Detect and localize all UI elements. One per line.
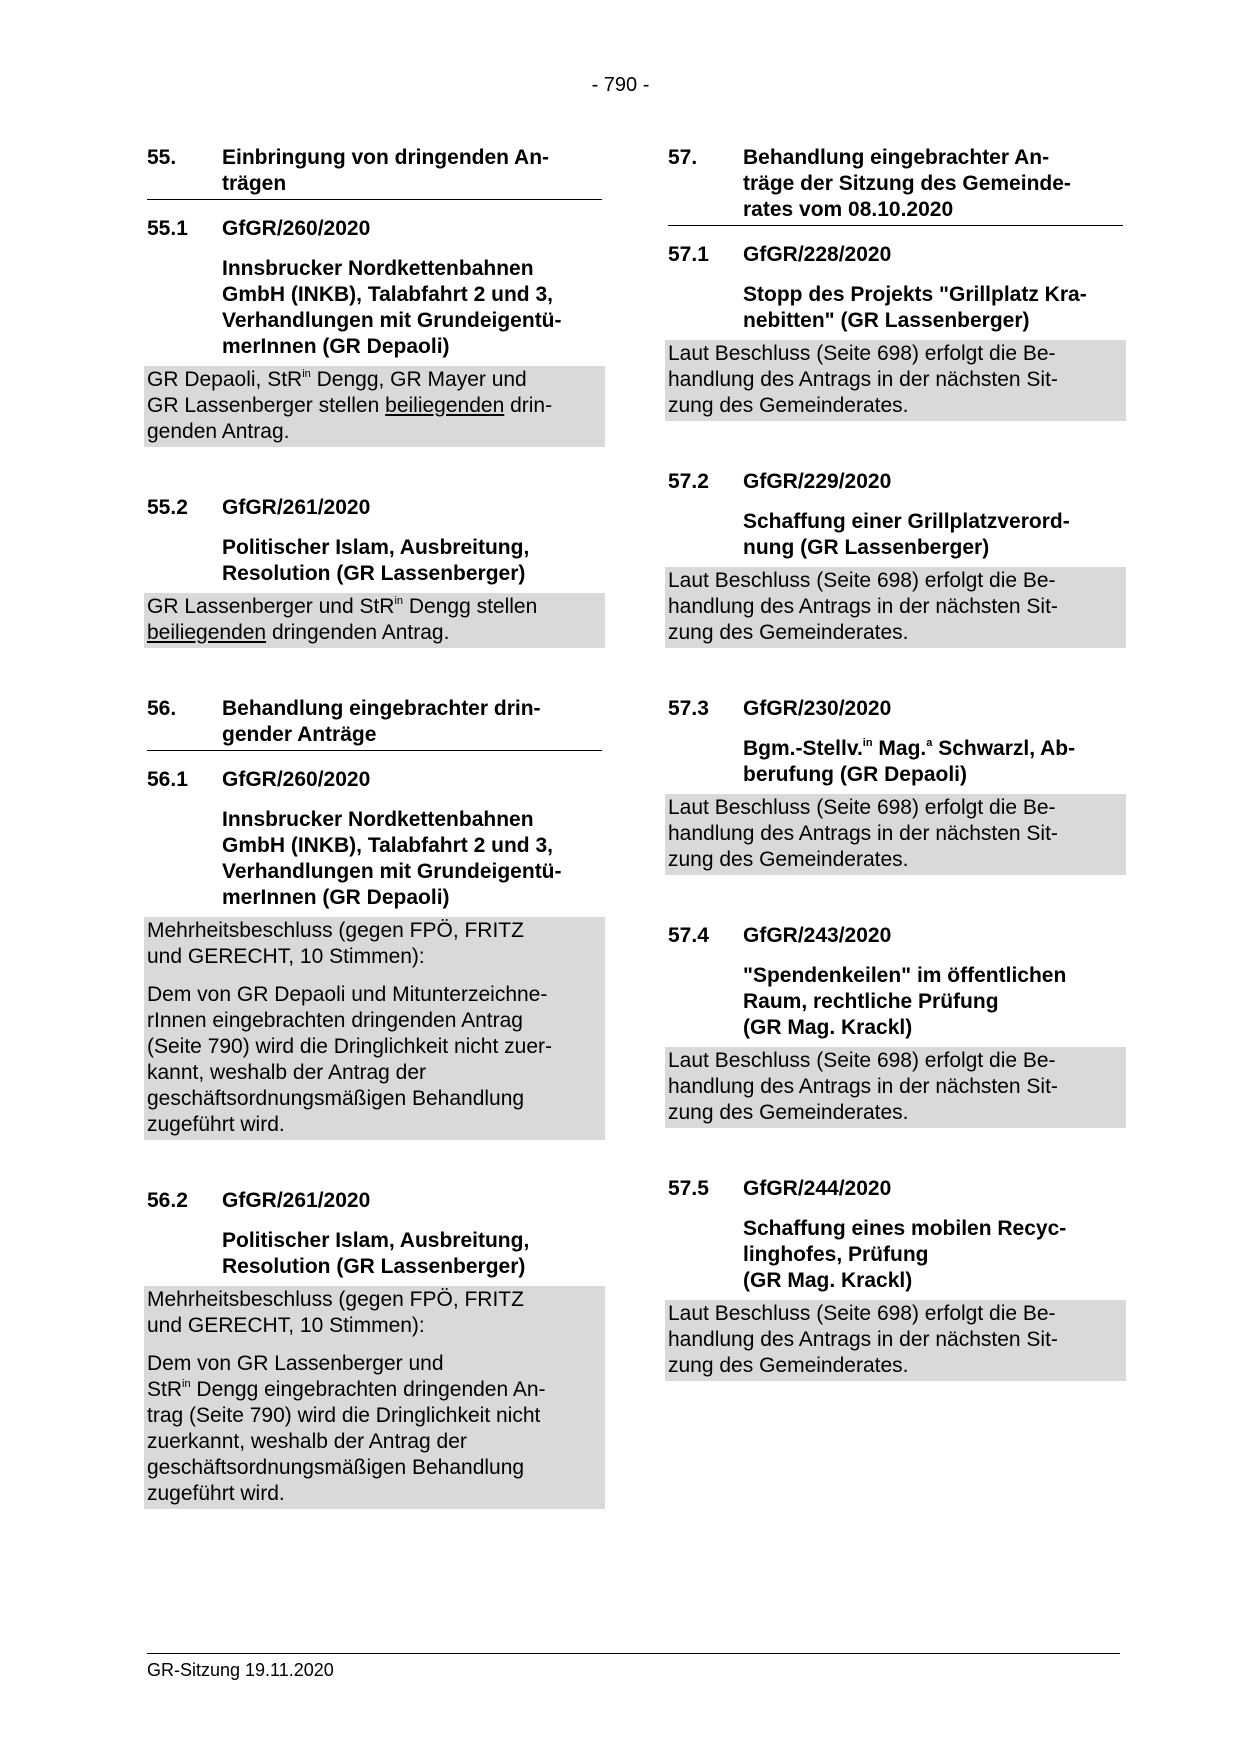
section-title: Einbringung von dringenden An- trägen	[222, 146, 550, 195]
item-title: Politischer Islam, Ausbreitung, Resolution (GR Lassenberger)	[222, 1229, 530, 1278]
item-heading	[668, 242, 1123, 268]
item-heading	[147, 495, 602, 521]
section-number: 56.	[147, 697, 177, 720]
decision-box: Laut Beschluss (Seite 698) erfolgt die Be- handlung des Antrags in der nächsten Sit- zung des Gemeinderates.	[665, 1300, 1126, 1381]
decision-box: GR Lassenberger und StR$^{in}$ Dengg stellen beiliegenden dringenden Antrag.	[144, 593, 605, 648]
item-number: 56.2	[147, 1189, 188, 1212]
item-55-1	[147, 216, 602, 447]
decision-box: Laut Beschluss (Seite 698) erfolgt die Be- handlung des Antrags in der nächsten Sit- zung des Gemeinderates.	[665, 340, 1126, 421]
item-heading	[668, 469, 1123, 495]
decision-box: Laut Beschluss (Seite 698) erfolgt die Be- handlung des Antrags in der nächsten Sit- zung des Gemeinderates.	[665, 794, 1126, 875]
item-title: Politischer Islam, Ausbreitung, Resolution (GR Lassenberger)	[222, 536, 530, 585]
item-number: 57.3	[668, 697, 709, 720]
item-title: Schaffung eines mobilen Recyc- linghofes, Prüfung (GR Mag. Krackl)	[743, 1217, 1067, 1292]
item-title: Innsbrucker Nordkettenbahnen GmbH (INKB), Talabfahrt 2 und 3, Verhandlungen mit Grundeigentü- merInnen (GR Depaoli)	[222, 808, 562, 909]
item-number: 55.1	[147, 217, 188, 240]
item-number: 57.4	[668, 924, 709, 947]
item-heading	[147, 1188, 602, 1214]
decision-text: Dem von GR Lassenberger und StR$^{in}$ Dengg eingebrachten dringenden An- trag (Seite 790) wird die Dringlichkeit nicht zuerkannt, weshalb der Antrag der geschäftsordnungsmäßigen Behandlung zugeführt wird.	[147, 1352, 546, 1505]
footer-text: GR-Sitzung 19.11.2020	[147, 1660, 334, 1680]
item-56-1	[147, 767, 602, 1140]
item-code: GfGR/261/2020	[222, 1189, 371, 1212]
item-heading	[668, 1176, 1123, 1202]
item-heading	[147, 216, 602, 242]
decision-box: Laut Beschluss (Seite 698) erfolgt die Be- handlung des Antrags in der nächsten Sit- zung des Gemeinderates.	[665, 567, 1126, 648]
item-number: 57.5	[668, 1177, 709, 1200]
section-56-heading	[147, 696, 602, 751]
item-code: GfGR/261/2020	[222, 496, 371, 519]
section-55-heading	[147, 145, 602, 200]
item-number: 55.2	[147, 496, 188, 519]
left-column	[147, 145, 602, 1509]
item-code: GfGR/228/2020	[743, 243, 892, 266]
item-code: GfGR/260/2020	[222, 217, 371, 240]
item-code: GfGR/243/2020	[743, 924, 892, 947]
item-code: GfGR/244/2020	[743, 1177, 892, 1200]
footer-divider	[147, 1653, 1120, 1654]
item-title: Bgm.-Stellv.$^{in}$ Mag.$^a$ Schwarzl, Ab- berufung (GR Depaoli)	[743, 737, 1076, 786]
decision-text: Dem von GR Depaoli und Mitunterzeichne- rInnen eingebrachten dringenden Antrag (Seite 790) wird die Dringlichkeit nicht zuer- kannt, weshalb der Antrag der geschäftsordnungsmäßigen Behandlung zugeführt wird.	[147, 983, 552, 1136]
section-57-heading	[668, 145, 1123, 226]
section-number: 57.	[668, 146, 698, 169]
item-number: 56.1	[147, 768, 188, 791]
item-57-3	[668, 696, 1123, 875]
decision-box: Laut Beschluss (Seite 698) erfolgt die Be- handlung des Antrags in der nächsten Sit- zung des Gemeinderates.	[665, 1047, 1126, 1128]
item-heading	[668, 923, 1123, 949]
item-heading	[147, 767, 602, 793]
section-title: Behandlung eingebrachter An- träge der Sitzung des Gemeinde- rates vom 08.10.2020	[743, 146, 1071, 221]
item-57-1	[668, 242, 1123, 421]
item-code: GfGR/229/2020	[743, 470, 892, 493]
item-title: Stopp des Projekts "Grillplatz Kra- nebitten" (GR Lassenberger)	[743, 283, 1087, 332]
decision-box	[144, 917, 605, 1140]
attachment-link-text: beiliegenden	[385, 394, 505, 417]
item-57-2	[668, 469, 1123, 648]
item-heading	[668, 696, 1123, 722]
vote-result: Mehrheitsbeschluss (gegen FPÖ, FRITZ und GERECHT, 10 Stimmen):	[147, 1288, 524, 1337]
right-column	[668, 145, 1123, 1381]
item-55-2	[147, 495, 602, 648]
section-title: Behandlung eingebrachter drin- gender Anträge	[222, 697, 541, 746]
attachment-link-text: beiliegenden	[147, 621, 267, 644]
item-number: 57.1	[668, 243, 709, 266]
item-57-4	[668, 923, 1123, 1128]
item-57-5	[668, 1176, 1123, 1381]
item-title: "Spendenkeilen" im öffentlichen Raum, rechtliche Prüfung (GR Mag. Krackl)	[743, 964, 1067, 1039]
item-code: GfGR/230/2020	[743, 697, 892, 720]
item-number: 57.2	[668, 470, 709, 493]
page-number: - 790 -	[591, 74, 650, 96]
section-number: 55.	[147, 146, 177, 169]
decision-box	[144, 1286, 605, 1509]
item-title: Schaffung einer Grillplatzverord- nung (GR Lassenberger)	[743, 510, 1070, 559]
vote-result: Mehrheitsbeschluss (gegen FPÖ, FRITZ und GERECHT, 10 Stimmen):	[147, 919, 524, 968]
item-title: Innsbrucker Nordkettenbahnen GmbH (INKB), Talabfahrt 2 und 3, Verhandlungen mit Grundeigentü- merInnen (GR Depaoli)	[222, 257, 562, 358]
decision-box: GR Depaoli, StR$^{in}$ Dengg, GR Mayer und GR Lassenberger stellen beiliegenden drin- genden Antrag.	[144, 366, 605, 447]
item-56-2	[147, 1188, 602, 1509]
item-code: GfGR/260/2020	[222, 768, 371, 791]
